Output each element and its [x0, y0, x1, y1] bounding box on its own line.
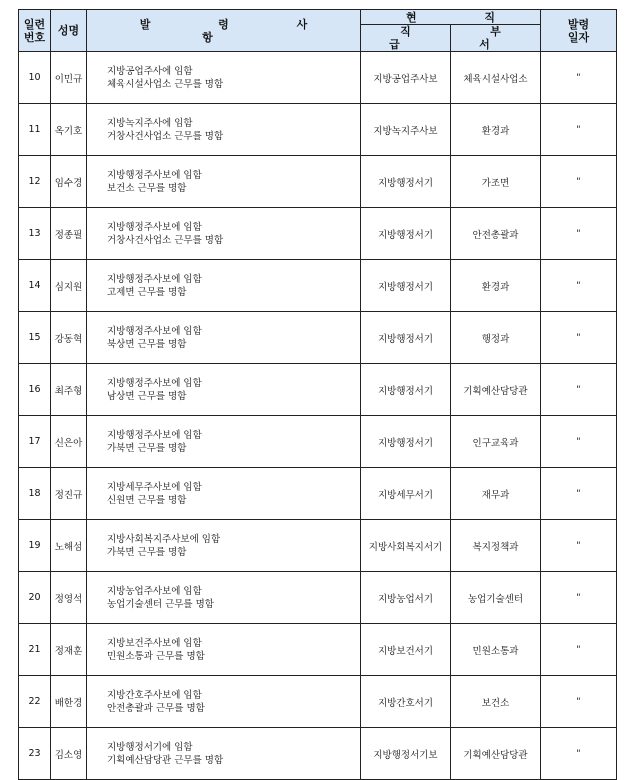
- row-name: 김소영: [51, 728, 87, 780]
- row-dept: 행정과: [451, 312, 541, 364]
- row-matter-line1: 지방행정주사보에 임함: [107, 221, 202, 233]
- row-matter-line2: 민원소통과 근무를 명함: [107, 650, 205, 662]
- row-matter-line1: 지방농업주사보에 임함: [107, 585, 202, 597]
- table-row: [19, 728, 617, 780]
- row-matter-line1: 지방행정주사보에 임함: [107, 325, 202, 337]
- row-dept: 보건소: [451, 676, 541, 728]
- row-matter-line1: 지방행정주사보에 임함: [107, 377, 202, 389]
- row-dept: 가조면: [451, 156, 541, 208]
- table-row: [19, 468, 617, 520]
- row-matter: [87, 728, 361, 780]
- row-matter-line2: 고제면 근무를 명함: [107, 286, 187, 298]
- row-matter: [87, 572, 361, 624]
- row-rank: 지방행정서기보: [361, 728, 451, 780]
- row-matter: [87, 312, 361, 364]
- table-row: [19, 676, 617, 728]
- header-rank: [361, 25, 451, 52]
- row-number: 16: [19, 364, 51, 416]
- table-row: [19, 312, 617, 364]
- row-matter-line1: 지방공업주사에 임함: [107, 65, 193, 77]
- row-dept: 민원소통과: [451, 624, 541, 676]
- row-rank: 지방행정서기: [361, 416, 451, 468]
- row-dept: 기획예산담당관: [451, 364, 541, 416]
- table-row: [19, 624, 617, 676]
- row-rank: 지방보건서기: [361, 624, 451, 676]
- row-date: ": [541, 260, 617, 312]
- row-dept: 안전총괄과: [451, 208, 541, 260]
- table-row: [19, 364, 617, 416]
- row-rank: 지방녹지주사보: [361, 104, 451, 156]
- header-current-text: 현 직: [405, 10, 528, 24]
- header-current: [361, 10, 541, 25]
- row-name: 정재훈: [51, 624, 87, 676]
- row-date: ": [541, 468, 617, 520]
- row-name: 정진규: [51, 468, 87, 520]
- header-name: 성명: [51, 10, 87, 52]
- row-matter-line2: 거창사건사업소 근무를 명함: [107, 130, 224, 142]
- row-number: 19: [19, 520, 51, 572]
- row-date: ": [541, 104, 617, 156]
- row-matter: [87, 208, 361, 260]
- row-matter: [87, 156, 361, 208]
- row-dept: 농업기술센터: [451, 572, 541, 624]
- row-matter: [87, 364, 361, 416]
- row-date: ": [541, 572, 617, 624]
- row-rank: 지방행정서기: [361, 156, 451, 208]
- row-dept: 재무과: [451, 468, 541, 520]
- table-row: [19, 416, 617, 468]
- header-serial: 일련 번호: [19, 10, 51, 52]
- row-number: 22: [19, 676, 51, 728]
- header-dept-text: 부 서: [479, 25, 523, 51]
- row-matter-line1: 지방행정주사보에 임함: [107, 169, 202, 181]
- appointment-table: [18, 9, 617, 780]
- row-date: ": [541, 728, 617, 780]
- row-name: 최주형: [51, 364, 87, 416]
- row-matter: [87, 52, 361, 104]
- row-number: 11: [19, 104, 51, 156]
- row-number: 15: [19, 312, 51, 364]
- row-dept: 환경과: [451, 104, 541, 156]
- row-matter-line1: 지방녹지주사에 임함: [107, 117, 193, 129]
- row-name: 임수경: [51, 156, 87, 208]
- row-matter-line2: 가북면 근무를 명함: [107, 442, 187, 454]
- row-matter-line2: 기획예산담당관 근무를 명함: [107, 754, 224, 766]
- row-rank: 지방행정서기: [361, 208, 451, 260]
- row-date: ": [541, 208, 617, 260]
- row-matter-line1: 지방행정서기에 임함: [107, 741, 193, 753]
- row-name: 정영석: [51, 572, 87, 624]
- row-matter-line2: 거창사건사업소 근무를 명함: [107, 234, 224, 246]
- row-matter-line1: 지방행정주사보에 임함: [107, 429, 202, 441]
- row-name: 심지원: [51, 260, 87, 312]
- row-rank: 지방행정서기: [361, 260, 451, 312]
- table-row: [19, 52, 617, 104]
- row-dept: 기획예산담당관: [451, 728, 541, 780]
- row-rank: 지방간호서기: [361, 676, 451, 728]
- header-matter: [87, 10, 361, 52]
- row-name: 옥기호: [51, 104, 87, 156]
- row-rank: 지방공업주사보: [361, 52, 451, 104]
- header-rank-text: 직 급: [389, 25, 433, 51]
- row-number: 20: [19, 572, 51, 624]
- row-rank: 지방사회복지서기: [361, 520, 451, 572]
- row-matter-line2: 신원면 근무를 명함: [107, 494, 187, 506]
- row-matter: [87, 624, 361, 676]
- row-matter-line1: 지방세무주사보에 임함: [107, 481, 202, 493]
- row-date: ": [541, 676, 617, 728]
- row-dept: 환경과: [451, 260, 541, 312]
- row-rank: 지방행정서기: [361, 364, 451, 416]
- row-matter-line1: 지방행정주사보에 임함: [107, 273, 202, 285]
- row-matter-line2: 농업기술센터 근무를 명함: [107, 598, 214, 610]
- row-number: 10: [19, 52, 51, 104]
- table-row: [19, 208, 617, 260]
- row-number: 12: [19, 156, 51, 208]
- row-name: 강동혁: [51, 312, 87, 364]
- row-date: ": [541, 52, 617, 104]
- row-matter-line2: 보건소 근무를 명함: [107, 182, 187, 194]
- row-matter-line2: 남상면 근무를 명함: [107, 390, 187, 402]
- row-matter-line2: 안전총괄과 근무를 명함: [107, 702, 205, 714]
- row-rank: 지방농업서기: [361, 572, 451, 624]
- row-matter-line2: 북상면 근무를 명함: [107, 338, 187, 350]
- row-matter-line1: 지방보건주사보에 임함: [107, 637, 202, 649]
- row-number: 21: [19, 624, 51, 676]
- row-number: 13: [19, 208, 51, 260]
- row-matter: [87, 676, 361, 728]
- row-date: ": [541, 156, 617, 208]
- header-matter-text: 발 령 사 항: [139, 17, 340, 44]
- row-number: 23: [19, 728, 51, 780]
- row-rank: 지방세무서기: [361, 468, 451, 520]
- row-dept: 체육시설사업소: [451, 52, 541, 104]
- row-number: 17: [19, 416, 51, 468]
- row-date: ": [541, 624, 617, 676]
- row-name: 배한경: [51, 676, 87, 728]
- table-row: [19, 104, 617, 156]
- row-rank: 지방행정서기: [361, 312, 451, 364]
- table-row: [19, 156, 617, 208]
- row-matter: [87, 104, 361, 156]
- row-name: 정종필: [51, 208, 87, 260]
- row-date: ": [541, 364, 617, 416]
- row-dept: 인구교육과: [451, 416, 541, 468]
- row-date: ": [541, 416, 617, 468]
- table-row: [19, 572, 617, 624]
- row-matter-line1: 지방사회복지주사보에 임함: [107, 533, 221, 545]
- row-matter: [87, 520, 361, 572]
- row-number: 14: [19, 260, 51, 312]
- row-date: ": [541, 312, 617, 364]
- row-name: 신은아: [51, 416, 87, 468]
- row-number: 18: [19, 468, 51, 520]
- row-matter: [87, 260, 361, 312]
- row-name: 노해섬: [51, 520, 87, 572]
- row-matter-line2: 가북면 근무를 명함: [107, 546, 187, 558]
- row-matter-line2: 체육시설사업소 근무를 명함: [107, 78, 224, 90]
- header-dept: [451, 25, 541, 52]
- row-date: ": [541, 520, 617, 572]
- row-matter: [87, 468, 361, 520]
- row-matter: [87, 416, 361, 468]
- header-date: 발령 일자: [541, 10, 617, 52]
- row-name: 이민규: [51, 52, 87, 104]
- table-row: [19, 520, 617, 572]
- row-matter-line1: 지방간호주사보에 임함: [107, 689, 202, 701]
- row-dept: 복지정책과: [451, 520, 541, 572]
- table-row: [19, 260, 617, 312]
